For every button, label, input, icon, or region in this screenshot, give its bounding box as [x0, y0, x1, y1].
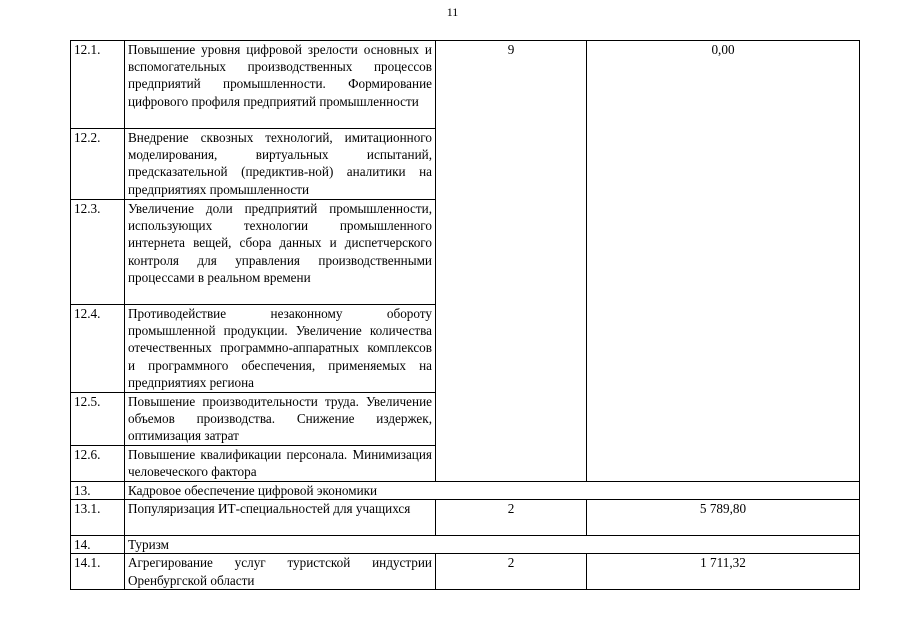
- section-number: 13.: [71, 482, 125, 500]
- row-number: 14.1.: [71, 554, 125, 590]
- row-number: 12.4.: [71, 305, 125, 393]
- section-title: Кадровое обеспечение цифровой экономики: [125, 482, 860, 500]
- row-description: Повышение квалификации персонала. Минимизация человеческого фактора: [125, 446, 436, 482]
- row-number: 12.5.: [71, 393, 125, 446]
- section-title: Туризм: [125, 536, 860, 554]
- row-number: 12.3.: [71, 200, 125, 305]
- page-number: 11: [446, 5, 459, 19]
- row-description: Популяризация ИТ-специальностей для учащихся: [125, 500, 436, 536]
- row-count: 2: [436, 554, 587, 590]
- row-description: Внедрение сквозных технологий, имитационного моделирования, виртуальных испытаний, предсказательной (предиктив-ной) аналитики на предприятиях промышленности: [125, 129, 436, 200]
- row-sum: 1 711,32: [587, 554, 860, 590]
- row-count: 2: [436, 500, 587, 536]
- section-row: [71, 536, 860, 554]
- row-number: 13.1.: [71, 500, 125, 536]
- row-number: 12.1.: [71, 41, 125, 129]
- row-count: 9: [436, 41, 587, 482]
- row-description: Повышение производительности труда. Увеличение объемов производства. Снижение издержек, оптимизация затрат: [125, 393, 436, 446]
- section-row: [71, 482, 860, 500]
- row-description: Противодействие незаконному обороту промышленной продукции. Увеличение количества отечественных программно-аппаратных комплексов и программного обеспечения, применяемых на предприятиях региона: [125, 305, 436, 393]
- measures-table: [70, 40, 860, 590]
- table-row: [71, 41, 860, 129]
- row-description: Увеличение доли предприятий промышленности, использующих технологии промышленного интернета вещей, сбора данных и диспетчерского контроля для управления производственными процессами в реальном времени: [125, 200, 436, 305]
- table-row: [71, 554, 860, 590]
- row-description: Повышение уровня цифровой зрелости основных и вспомогательных производственных процессов предприятий промышленности. Формирование цифрового профиля предприятий промышленности: [125, 41, 436, 129]
- row-number: 12.2.: [71, 129, 125, 200]
- row-number: 12.6.: [71, 446, 125, 482]
- section-number: 14.: [71, 536, 125, 554]
- table-row: [71, 500, 860, 536]
- row-sum: 0,00: [587, 41, 860, 482]
- row-sum: 5 789,80: [587, 500, 860, 536]
- row-description: Агрегирование услуг туристской индустрии Оренбургской области: [125, 554, 436, 590]
